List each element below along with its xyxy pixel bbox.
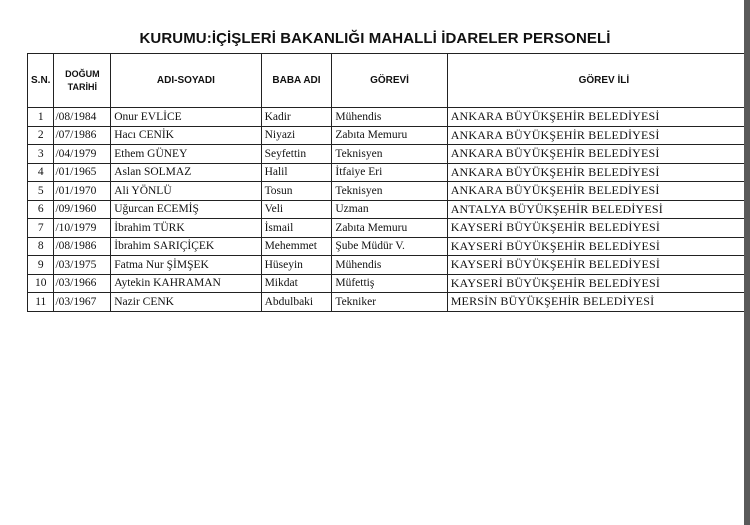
cell-adi-soyadi: Fatma Nur ŞİMŞEK <box>111 256 261 275</box>
cell-gorevi: Zabıta Memuru <box>332 219 447 238</box>
cell-gorevi: Mühendis <box>332 256 447 275</box>
cell-sn: 8 <box>28 237 54 256</box>
cell-sn: 11 <box>28 293 54 312</box>
cell-gorevi: Teknisyen <box>332 182 447 201</box>
cell-gorev-ili: KAYSERİ BÜYÜKŞEHİR BELEDİYESİ <box>447 237 750 256</box>
cell-dogum-tarihi: /01/1970 <box>54 182 111 201</box>
cell-gorev-ili: KAYSERİ BÜYÜKŞEHİR BELEDİYESİ <box>447 256 750 275</box>
table-row <box>28 256 750 275</box>
cell-baba-adi: İsmail <box>261 219 332 238</box>
cell-gorevi: Müfettiş <box>332 274 447 293</box>
cell-adi-soyadi: Ali YÖNLÜ <box>111 182 261 201</box>
cell-gorevi: Şube Müdür V. <box>332 237 447 256</box>
table-row <box>28 200 750 219</box>
cell-adi-soyadi: Nazir CENK <box>111 293 261 312</box>
cell-gorev-ili: ANKARA BÜYÜKŞEHİR BELEDİYESİ <box>447 145 750 164</box>
cell-sn: 6 <box>28 200 54 219</box>
cell-sn: 9 <box>28 256 54 275</box>
page-title: KURUMU:İÇİŞLERİ BAKANLIĞI MAHALLİ İDARELER PERSONELİ <box>139 30 611 47</box>
cell-baba-adi: Veli <box>261 200 332 219</box>
table-row <box>28 145 750 164</box>
cell-gorev-ili: KAYSERİ BÜYÜKŞEHİR BELEDİYESİ <box>447 219 750 238</box>
header-gorev-ili: GÖREV İLİ <box>447 54 750 108</box>
header-gorevi: GÖREVİ <box>332 54 447 108</box>
cell-sn: 3 <box>28 145 54 164</box>
table-row <box>28 293 750 312</box>
header-adi-soyadi: ADI-SOYADI <box>111 54 261 108</box>
cell-gorev-ili: ANKARA BÜYÜKŞEHİR BELEDİYESİ <box>447 108 750 127</box>
cell-gorev-ili: ANTALYA BÜYÜKŞEHİR BELEDİYESİ <box>447 200 750 219</box>
cell-sn: 10 <box>28 274 54 293</box>
cell-dogum-tarihi: /07/1986 <box>54 126 111 145</box>
cell-gorev-ili: MERSİN BÜYÜKŞEHİR BELEDİYESİ <box>447 293 750 312</box>
cell-sn: 5 <box>28 182 54 201</box>
cell-baba-adi: Mikdat <box>261 274 332 293</box>
cell-baba-adi: Tosun <box>261 182 332 201</box>
cell-sn: 4 <box>28 163 54 182</box>
cell-adi-soyadi: Aytekin KAHRAMAN <box>111 274 261 293</box>
cell-gorev-ili: KAYSERİ BÜYÜKŞEHİR BELEDİYESİ <box>447 274 750 293</box>
header-dogum-line2: TARİHİ <box>67 81 98 92</box>
cell-baba-adi: Abdulbaki <box>261 293 332 312</box>
cell-dogum-tarihi: /01/1965 <box>54 163 111 182</box>
table-row <box>28 126 750 145</box>
header-sn: S.N. <box>28 54 54 108</box>
cell-sn: 7 <box>28 219 54 238</box>
table-row <box>28 219 750 238</box>
cell-dogum-tarihi: /09/1960 <box>54 200 111 219</box>
cell-gorev-ili: ANKARA BÜYÜKŞEHİR BELEDİYESİ <box>447 163 750 182</box>
cell-adi-soyadi: Ethem GÜNEY <box>111 145 261 164</box>
table-header-row <box>28 54 750 108</box>
cell-gorevi: Mühendis <box>332 108 447 127</box>
personnel-table <box>27 53 750 312</box>
table-row <box>28 182 750 201</box>
cell-gorevi: Teknisyen <box>332 145 447 164</box>
header-dogum-line1: DOĞUM <box>65 68 100 79</box>
cell-dogum-tarihi: /10/1979 <box>54 219 111 238</box>
cell-adi-soyadi: Onur EVLİCE <box>111 108 261 127</box>
cell-adi-soyadi: Hacı CENİK <box>111 126 261 145</box>
cell-dogum-tarihi: /08/1986 <box>54 237 111 256</box>
cell-gorevi: İtfaiye Eri <box>332 163 447 182</box>
cell-adi-soyadi: Aslan SOLMAZ <box>111 163 261 182</box>
cell-dogum-tarihi: /03/1975 <box>54 256 111 275</box>
table-row <box>28 163 750 182</box>
cell-baba-adi: Kadir <box>261 108 332 127</box>
cell-gorevi: Uzman <box>332 200 447 219</box>
table-row <box>28 274 750 293</box>
cell-adi-soyadi: İbrahim TÜRK <box>111 219 261 238</box>
header-dogum-tarihi <box>54 54 111 108</box>
header-baba-adi: BABA ADI <box>261 54 332 108</box>
cell-gorev-ili: ANKARA BÜYÜKŞEHİR BELEDİYESİ <box>447 126 750 145</box>
cell-gorevi: Tekniker <box>332 293 447 312</box>
cell-sn: 2 <box>28 126 54 145</box>
table-row <box>28 108 750 127</box>
table-row <box>28 237 750 256</box>
cell-baba-adi: Mehemmet <box>261 237 332 256</box>
cell-dogum-tarihi: /04/1979 <box>54 145 111 164</box>
cell-dogum-tarihi: /08/1984 <box>54 108 111 127</box>
cell-gorev-ili: ANKARA BÜYÜKŞEHİR BELEDİYESİ <box>447 182 750 201</box>
cell-gorevi: Zabıta Memuru <box>332 126 447 145</box>
page-edge-border <box>744 0 750 525</box>
cell-baba-adi: Niyazi <box>261 126 332 145</box>
cell-sn: 1 <box>28 108 54 127</box>
cell-baba-adi: Halil <box>261 163 332 182</box>
cell-baba-adi: Seyfettin <box>261 145 332 164</box>
cell-baba-adi: Hüseyin <box>261 256 332 275</box>
cell-adi-soyadi: İbrahim SARIÇİÇEK <box>111 237 261 256</box>
cell-dogum-tarihi: /03/1966 <box>54 274 111 293</box>
cell-dogum-tarihi: /03/1967 <box>54 293 111 312</box>
cell-adi-soyadi: Uğurcan ECEMİŞ <box>111 200 261 219</box>
